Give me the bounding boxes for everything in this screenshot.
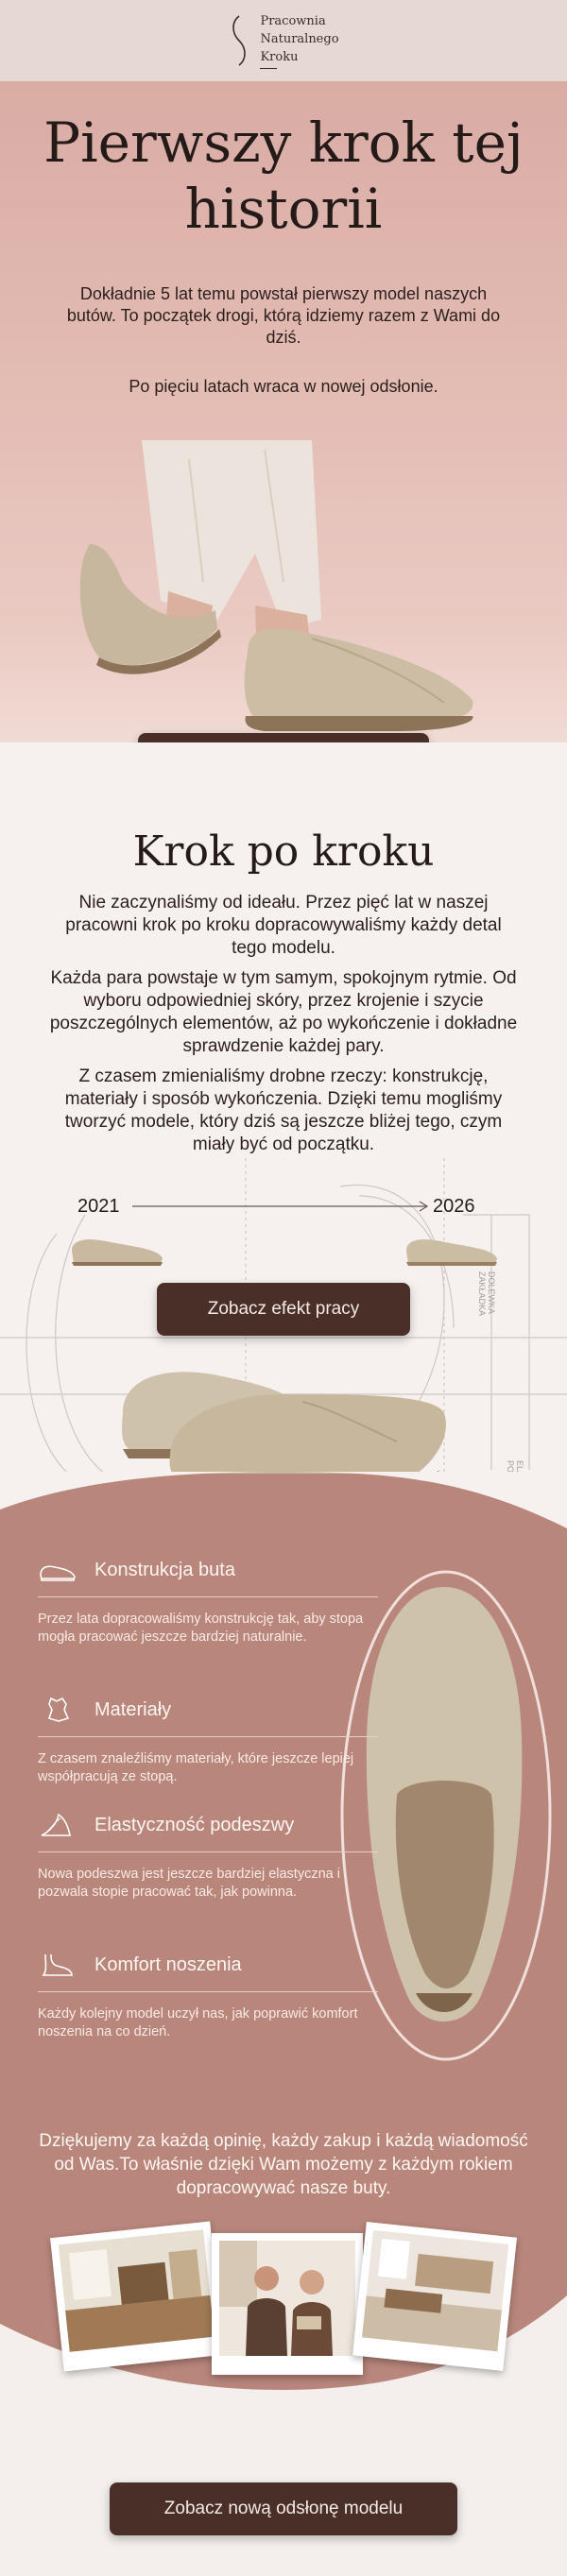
workshop-photo-1 (50, 2222, 224, 2372)
thank-you-text: Dziękujemy za każdą opinię, każdy zakup i każdą wiadomość od Was.To właśnie dzięki Wam możemy z każdym rokiem dopracowywać nasze buty. (39, 2131, 528, 2198)
timeline-year-end: 2026 (433, 1196, 475, 1217)
step-title: Krok po kroku (132, 827, 435, 876)
brand-name (260, 12, 338, 69)
feature-materials (38, 1691, 378, 1786)
hero-shoes-image (0, 440, 567, 742)
feature-divider (38, 1991, 378, 1992)
step-by-step-section (0, 742, 567, 1479)
feature-title: Elastyczność podeszwy (94, 1814, 295, 1835)
feature-description: Z czasem znaleźliśmy materiały, które jeszcze lepiej współpracują ze stopą. (38, 1751, 354, 1784)
feature-divider (38, 1736, 378, 1737)
shoe-2021-image (68, 1230, 166, 1268)
workshop-room-image (362, 2230, 508, 2351)
brand-underline (260, 68, 277, 69)
brand-line-3: Kroku (260, 50, 299, 64)
feature-divider (38, 1851, 378, 1852)
hero-return-text: Po pięciu latach wraca w nowej odsłonie. (129, 377, 438, 396)
team-photo-image (219, 2241, 355, 2356)
feature-comfort (38, 1946, 378, 2041)
brand-logo[interactable] (228, 12, 338, 69)
brand-line-1: Pracownia (260, 14, 326, 28)
step-paragraph-3: Z czasem zmienialiśmy drobne rzeczy: konstrukcję, materiały i sposób wykończenia. Dzięki temu mogliśmy tworzyć modele, który dziś są jeszcze bliżej tego, czym miały być od początku. (64, 1066, 503, 1154)
sketch-label-lining: DOLEWKA ZAKŁADKA (477, 1271, 496, 1317)
footprint-logo-icon (228, 12, 250, 69)
workshop-photo-image (59, 2229, 215, 2351)
step-paragraph-1: Nie zaczynaliśmy od ideału. Przez pięć lat w naszej pracowni krok po kroku dopracowywaliśmy każdy detal tego modelu. (65, 893, 502, 958)
feature-title: Materiały (94, 1698, 172, 1720)
timeline-arrow (132, 1200, 435, 1213)
workshop-photo-2 (212, 2233, 363, 2375)
feature-description: Każdy kolejny model uczył nas, jak poprawić komfort noszenia na co dzień. (38, 2006, 358, 2039)
step-paragraph-2: Każda para powstaje w tym samym, spokojnym rytmie. Od wyboru odpowiedniej skóry, przez krojenie i szycie poszczególnych elementów, aż po wykończenie i dokładne sprawdzenie każdej pary. (49, 968, 518, 1056)
shoe-2026-image (403, 1230, 501, 1268)
shoe-icon (38, 1556, 77, 1584)
brown-top-curve (0, 1472, 567, 1528)
feature-title: Konstrukcja buta (94, 1559, 235, 1580)
feature-divider (38, 1596, 378, 1597)
see-work-result-button[interactable]: Zobacz efekt pracy (157, 1283, 410, 1336)
feature-construction (38, 1551, 378, 1646)
hero-title: Pierwszy krok tej historii (43, 111, 524, 241)
feature-description: Przez lata dopracowaliśmy konstrukcję tak, aby stopa mogła pracować jeszcze bardziej naturalnie. (38, 1612, 364, 1645)
foot-comfort-icon (38, 1951, 77, 1979)
feature-title: Komfort noszenia (94, 1953, 242, 1975)
workshop-photo-3 (352, 2222, 517, 2371)
feature-sole-flexibility (38, 1806, 378, 1902)
see-new-model-button[interactable]: Zobacz nową odsłonę modelu (110, 2482, 457, 2535)
leather-icon (38, 1696, 77, 1724)
brand-line-2: Naturalnego (260, 32, 339, 46)
hero-intro-text: Dokładnie 5 lat temu powstał pierwszy model naszych butów. To początek drogi, którą idziemy razem z Wami do dziś. (66, 284, 501, 347)
feature-description: Nowa podeszwa jest jeszcze bardziej elastyczna i pozwala stopie pracować tak, jak powinna. (38, 1867, 340, 1900)
header (0, 0, 567, 81)
hero-section (0, 81, 567, 742)
flexible-sole-icon (38, 1811, 77, 1839)
timeline-year-start: 2021 (77, 1196, 120, 1217)
